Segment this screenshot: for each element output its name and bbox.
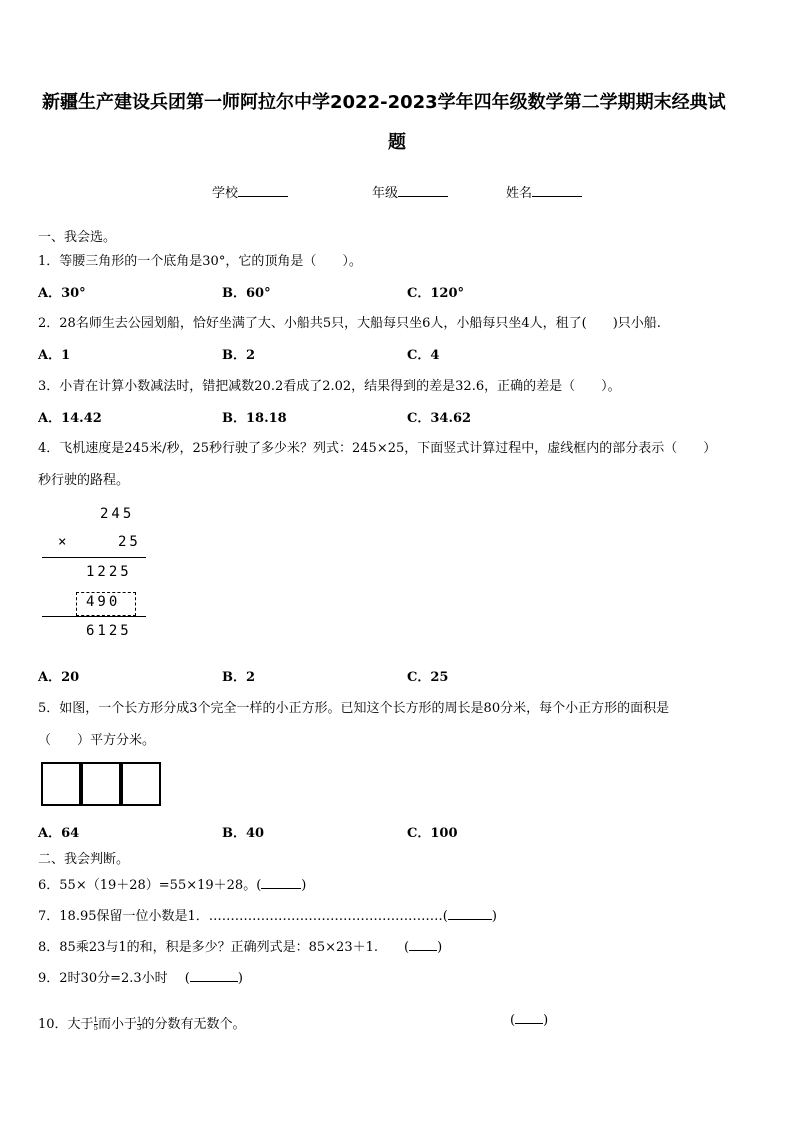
q10-close: ) bbox=[543, 1013, 549, 1028]
small-square-2 bbox=[81, 762, 121, 806]
q9-close: ) bbox=[237, 971, 243, 986]
fraction2-denominator: 3 bbox=[137, 1024, 142, 1032]
q5-option-a[interactable]: A．64 bbox=[38, 826, 80, 841]
q6-row bbox=[38, 874, 306, 893]
q4-option-a[interactable]: A．20 bbox=[38, 670, 80, 685]
calc-line-2 bbox=[42, 616, 146, 617]
q5-text-line2: （ ）平方分米。 bbox=[38, 733, 156, 748]
q10-answer bbox=[510, 1013, 548, 1028]
name-blank[interactable] bbox=[532, 196, 582, 197]
q4-option-c[interactable]: C．25 bbox=[407, 670, 449, 685]
fraction1-numerator: 1 bbox=[93, 1016, 99, 1024]
q1-option-c[interactable]: C．120° bbox=[407, 286, 464, 301]
fraction2-numerator: 1 bbox=[137, 1016, 142, 1024]
page-title-line1: 新疆生产建设兵团第一师阿拉尔中学2022-2023学年四年级数学第二学期期末经典试 bbox=[42, 92, 726, 113]
q7-row bbox=[38, 905, 497, 924]
q5-option-b[interactable]: B．40 bbox=[222, 826, 265, 841]
q7-answer-blank[interactable] bbox=[448, 919, 492, 920]
q8-answer-blank[interactable] bbox=[409, 950, 437, 951]
q8-text: 8．85乘23与1的和，积是多少？正确列式是：85×23＋1. ( bbox=[38, 940, 410, 955]
small-square-1 bbox=[41, 762, 81, 806]
q2-option-a[interactable]: A．1 bbox=[38, 348, 71, 363]
q10-open: ( bbox=[510, 1013, 516, 1028]
page-title-line2: 题 bbox=[388, 132, 406, 153]
grade-blank[interactable] bbox=[398, 196, 448, 197]
q1-option-a[interactable]: A．30° bbox=[38, 286, 86, 301]
q8-row bbox=[38, 936, 442, 955]
name-field[interactable] bbox=[506, 182, 582, 201]
q6-text: 6．55×（19＋28）=55×19＋28。( bbox=[38, 878, 262, 893]
calc-row-490: 490 bbox=[86, 594, 121, 610]
q2-option-b[interactable]: B．2 bbox=[222, 348, 256, 363]
grade-field[interactable] bbox=[372, 182, 448, 201]
calc-row-1225: 1225 bbox=[86, 564, 132, 580]
q4-option-b[interactable]: B．2 bbox=[222, 670, 256, 685]
q5-option-c[interactable]: C．100 bbox=[407, 826, 458, 841]
grade-label: 年级 bbox=[372, 186, 399, 201]
section2-heading: 二、我会判断。 bbox=[38, 852, 130, 867]
q3-option-c[interactable]: C．34.62 bbox=[407, 411, 472, 426]
school-field[interactable] bbox=[212, 182, 288, 201]
q1-text: 1．等腰三角形的一个底角是30°，它的顶角是（ ）。 bbox=[38, 254, 362, 269]
calc-row-25: 25 bbox=[118, 534, 141, 550]
q3-text: 3．小青在计算小数减法时，错把减数20.2看成了2.02，结果得到的差是32.6，正确的差是（ ）。 bbox=[38, 379, 621, 394]
q2-text: 2．28名师生去公园划船，恰好坐满了大、小船共5只，大船每只坐6人，小船每只坐4人，租了( )只小船. bbox=[38, 316, 661, 331]
q7-close: ) bbox=[491, 909, 497, 924]
q5-text-line1: 5．如图，一个长方形分成3个完全一样的小正方形。已知这个长方形的周长是80分米，每个小正方形的面积是 bbox=[38, 701, 670, 716]
q2-option-c[interactable]: C．4 bbox=[407, 348, 440, 363]
times-sign: × bbox=[58, 534, 70, 550]
q7-text: 7．18.95保留一位小数是1．………………………………………………( bbox=[38, 909, 448, 924]
q8-close: ) bbox=[437, 940, 443, 955]
q6-answer-blank[interactable] bbox=[261, 888, 301, 889]
q10-middle: 而小于 bbox=[98, 1017, 138, 1032]
q10-row bbox=[38, 1013, 246, 1032]
q10-answer-blank[interactable] bbox=[515, 1023, 543, 1024]
school-blank[interactable] bbox=[238, 196, 288, 197]
q10-prefix: 10．大于 bbox=[38, 1017, 94, 1032]
q10-suffix: 的分数有无数个。 bbox=[141, 1017, 246, 1032]
calc-row-245: 245 bbox=[100, 506, 135, 522]
section1-heading: 一、我会选。 bbox=[38, 230, 117, 245]
q1-option-b[interactable]: B．60° bbox=[222, 286, 271, 301]
q9-text: 9．2时30分=2.3小时 ( bbox=[38, 971, 190, 986]
fraction1-denominator: 5 bbox=[93, 1024, 99, 1032]
q9-row bbox=[38, 967, 243, 986]
school-label: 学校 bbox=[212, 186, 239, 201]
small-square-3 bbox=[121, 762, 161, 806]
q3-option-a[interactable]: A．14.42 bbox=[38, 411, 102, 426]
name-label: 姓名 bbox=[506, 186, 533, 201]
q6-close: ) bbox=[301, 878, 307, 893]
q4-text-line1: 4．飞机速度是245米/秒，25秒行驶了多少米？列式：245×25，下面竖式计算过程中，虚线框内的部分表示（ ） bbox=[38, 441, 717, 456]
q3-option-b[interactable]: B．18.18 bbox=[222, 411, 287, 426]
q4-text-line2: 秒行驶的路程。 bbox=[38, 473, 130, 488]
calc-row-6125: 6125 bbox=[86, 623, 132, 639]
calc-line-1 bbox=[42, 557, 146, 558]
q9-answer-blank[interactable] bbox=[190, 981, 238, 982]
